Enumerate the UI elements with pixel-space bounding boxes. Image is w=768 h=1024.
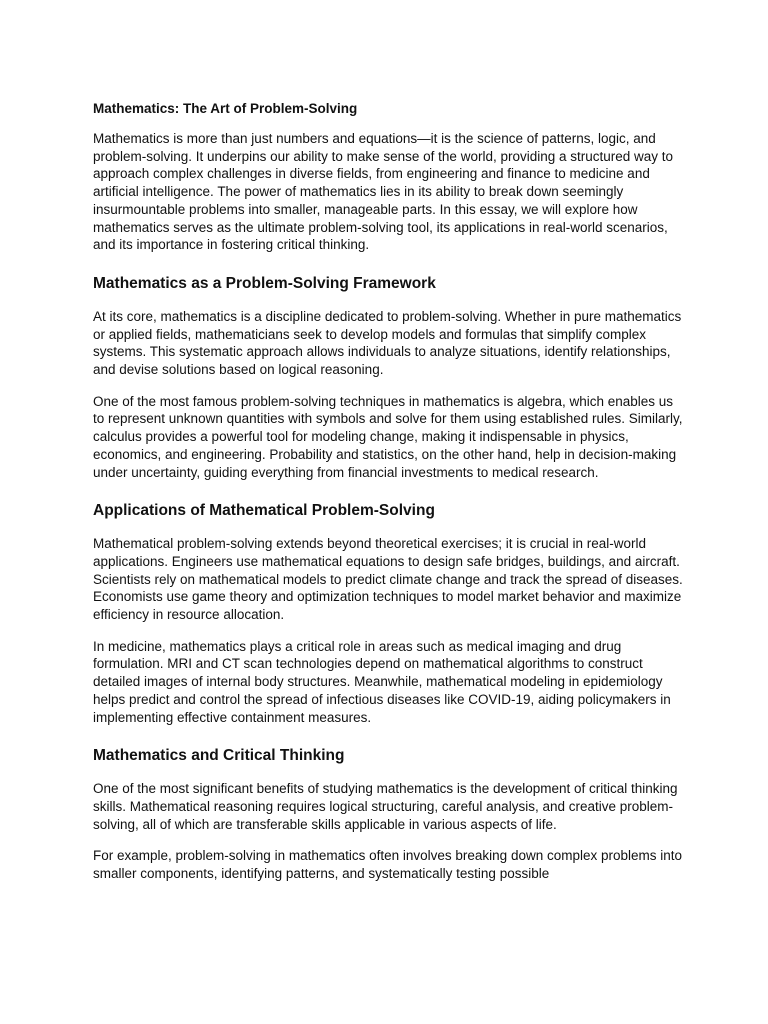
section-framework-paragraph-2: One of the most famous problem-solving techniques in mathematics is algebra, which enables us to represent unknown quantities with symbols and solve for them using established rules. Similarly, calculus provides a powerful tool for modeling change, making it indispensable in physics, economics, and engineering. Probability and statistics, on the other hand, help in decision-making under uncertainty, guiding everything from financial investments to medical research. [93, 393, 683, 480]
section-critical-thinking-paragraph-1: One of the most significant benefits of studying mathematics is the development of critical thinking skills. Mathematical reasoning requires logical structuring, careful analysis, and creative problem-solving, all of which are transferable skills applicable in various aspects of life. [93, 781, 678, 832]
document-title: Mathematics: The Art of Problem-Solving [93, 101, 358, 116]
section-framework-paragraph-1: At its core, mathematics is a discipline dedicated to problem-solving. Whether in pure mathematics or applied fields, mathematicians seek to develop models and formulas that simplify complex systems. This systematic approach allows individuals to analyze situations, identify relationships, and devise solutions based on logical reasoning. [93, 308, 682, 378]
section-applications-paragraph-2: In medicine, mathematics plays a critical role in areas such as medical imaging and drug formulation. MRI and CT scan technologies depend on mathematical algorithms to construct detailed images of internal body structures. Meanwhile, mathematical modeling in epidemiology helps predict and control the spread of infectious diseases like COVID-19, aiding policymakers in implementing effective containment measures. [93, 638, 671, 725]
intro-paragraph: Mathematics is more than just numbers and equations—it is the science of patterns, logic, and problem-solving. It underpins our ability to make sense of the world, providing a structured way to approach complex challenges in diverse fields, from engineering and finance to medicine and artificial intelligence. The power of mathematics lies in its ability to break down seemingly insurmountable problems into smaller, manageable parts. In this essay, we will explore how mathematics serves as the ultimate problem-solving tool, its applications in real-world scenarios, and its importance in fostering critical thinking. [93, 131, 674, 253]
section-critical-thinking-paragraph-2: For example, problem-solving in mathematics often involves breaking down complex problems into smaller components, identifying patterns, and systematically testing possible [93, 848, 683, 882]
section-applications-paragraph-1: Mathematical problem-solving extends beyond theoretical exercises; it is crucial in real-world applications. Engineers use mathematical equations to design safe bridges, buildings, and aircraft. Scientists rely on mathematical models to predict climate change and track the spread of diseases. Economists use game theory and optimization techniques to model market behavior and maximize efficiency in resource allocation. [93, 536, 683, 623]
section-heading-critical-thinking: Mathematics and Critical Thinking [93, 747, 345, 765]
section-heading-applications: Applications of Mathematical Problem-Solving [93, 502, 435, 520]
document-page [93, 100, 683, 897]
section-heading-framework: Mathematics as a Problem-Solving Framework [93, 274, 436, 292]
